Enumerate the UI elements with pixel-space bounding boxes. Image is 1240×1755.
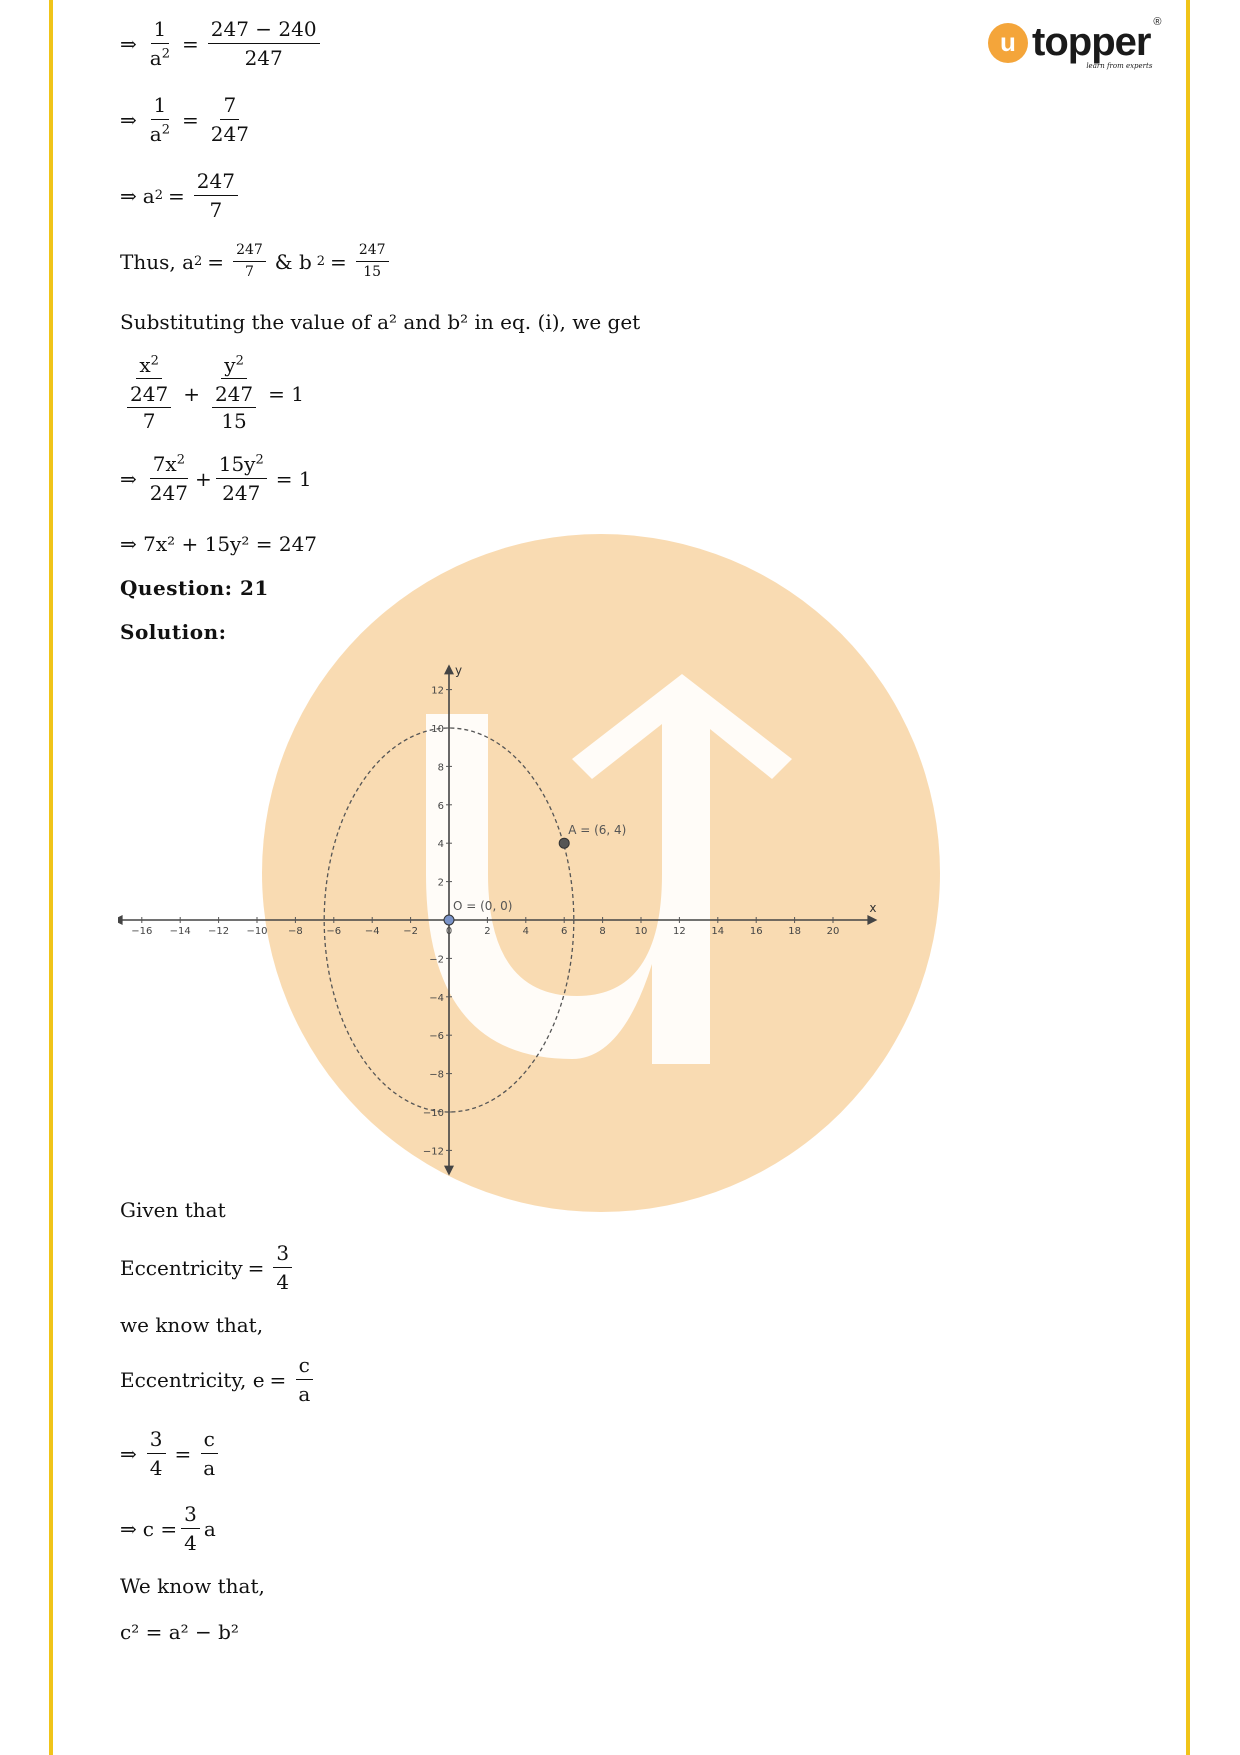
substituting-text: Substituting the value of a² and b² in eq. (i), we get (120, 310, 641, 334)
denominator: 4 (184, 1531, 197, 1555)
y-tick-label: −2 (429, 954, 444, 966)
question-label: Question: 21 (120, 576, 269, 600)
x-tick-label: 20 (826, 926, 840, 937)
implies-arrow: ⇒ (120, 1516, 137, 1541)
y-tick-label: 8 (437, 762, 444, 774)
numerator: 247 − 240 (208, 18, 320, 44)
equation-3 (120, 170, 242, 221)
numerator: 247 (194, 170, 238, 196)
implies-arrow: ⇒ (120, 183, 137, 208)
fraction (233, 243, 266, 281)
fraction (216, 453, 267, 504)
y-tick-label: 4 (437, 839, 444, 851)
fraction (147, 453, 191, 504)
we-know-that-text: we know that, (120, 1313, 264, 1337)
denominator (209, 379, 259, 436)
implies-arrow: ⇒ (120, 107, 137, 132)
equals-one: = 1 (275, 466, 312, 491)
equals-sign: = (207, 249, 225, 274)
numerator: c (296, 1354, 313, 1380)
fraction (209, 352, 259, 436)
x-tick-label: 14 (711, 926, 725, 937)
denominator (124, 379, 174, 436)
fraction (295, 1354, 313, 1405)
numerator: 7 (220, 94, 239, 120)
fraction (208, 18, 320, 69)
equation-6: ⇒ 7x² + 15y² = 247 (120, 532, 318, 556)
equation-1 (120, 18, 324, 69)
x-tick-label: −2 (403, 926, 418, 937)
given-that-text: Given that (120, 1198, 226, 1222)
equation-7 (120, 1428, 222, 1479)
equals-sign: = (247, 1255, 265, 1280)
numerator: 3 (273, 1242, 292, 1268)
y-tick-label: 2 (437, 877, 444, 889)
eccentricity-label: Eccentricity (120, 1255, 243, 1280)
eccentricity-value (120, 1242, 296, 1293)
x-tick-label: −16 (131, 926, 153, 937)
variable: a (142, 183, 155, 208)
term: 15y (218, 452, 256, 476)
eccentricity-formula (120, 1354, 317, 1405)
point-label: A = (6, 4) (568, 823, 627, 838)
numerator (221, 352, 247, 379)
numerator: 247 (233, 243, 266, 262)
and-b-text: & b (274, 249, 312, 274)
we-know-that-text-2: We know that, (120, 1574, 265, 1598)
logo-tagline: learn from experts (1086, 62, 1153, 70)
exponent: 2 (154, 188, 163, 203)
x-tick-label: 4 (522, 926, 529, 937)
x-tick-label: −12 (208, 926, 230, 937)
y-tick-label: −10 (422, 1108, 444, 1119)
y-tick-label: 6 (437, 800, 444, 812)
fraction (212, 381, 256, 434)
implies-arrow: ⇒ (120, 466, 137, 491)
fraction (200, 1428, 218, 1479)
eccentricity-e-label: Eccentricity, e (120, 1367, 265, 1392)
denominator: a (298, 1382, 311, 1406)
denominator: 15 (221, 409, 247, 433)
x-tick-label: 6 (561, 926, 568, 937)
point-label: O = (0, 0) (453, 899, 513, 913)
x-tick-label: −14 (169, 926, 191, 937)
numerator (136, 352, 162, 379)
equals-sign: = (181, 31, 199, 56)
equals-sign: = (269, 1367, 287, 1392)
numerator: 3 (147, 1428, 166, 1454)
denominator: 4 (276, 1270, 290, 1294)
logo-registered-mark: ® (1153, 16, 1161, 28)
fraction (124, 352, 174, 436)
implies-arrow: ⇒ (120, 1441, 137, 1466)
denominator: 4 (149, 1456, 163, 1480)
x-tick-label: −8 (288, 926, 303, 937)
numerator: 247 (212, 381, 256, 408)
x-tick-label: −10 (246, 926, 268, 937)
denominator: 247 (149, 481, 188, 505)
logo-brand: topper (1032, 20, 1151, 64)
fraction (147, 94, 173, 145)
denominator: $a^2$ (149, 122, 170, 146)
y-tick-label: −4 (429, 992, 444, 1004)
fraction (273, 1242, 292, 1293)
exponent: 2 (176, 452, 185, 468)
fraction (356, 243, 389, 281)
variable: x (139, 353, 151, 377)
solution-label: Solution: (120, 620, 227, 644)
denominator: 15 (363, 264, 382, 281)
denominator: 7 (209, 198, 223, 222)
denominator: $a^2$ (149, 46, 170, 70)
exponent: 2 (150, 353, 159, 369)
plus-sign: + (183, 382, 200, 406)
equals-sign: = (181, 107, 199, 132)
logo-icon: u (988, 23, 1028, 63)
y-tick-label: 12 (431, 685, 444, 697)
x-tick-label: 16 (749, 926, 763, 937)
equals-sign: = (330, 249, 347, 274)
numerator: 1 (151, 94, 170, 120)
thus-text: Thus, a (120, 249, 195, 274)
x-tick-label: −6 (326, 926, 342, 937)
logo-wordmark (1032, 16, 1161, 70)
y-axis-label: y (455, 663, 463, 678)
fraction (127, 381, 171, 434)
fraction (147, 1428, 166, 1479)
x-tick-label: 0 (445, 926, 453, 937)
numerator: c (201, 1428, 218, 1454)
x-axis-label: x (869, 901, 877, 915)
y-tick-label: −8 (429, 1069, 444, 1081)
numerator (216, 453, 267, 479)
denominator: 247 (210, 122, 249, 146)
denominator: 247 (244, 46, 283, 70)
exponent: 2 (235, 353, 244, 369)
denominator: 7 (244, 264, 254, 281)
equation-2 (120, 94, 256, 145)
equals-one: = 1 (268, 382, 304, 406)
x-tick-label: 2 (484, 926, 491, 937)
topper-logo (988, 16, 1161, 70)
x-tick-label: 10 (634, 926, 648, 937)
final-equation: c² = a² − b² (120, 1620, 239, 1644)
variable: y (224, 353, 236, 377)
numerator: 1 (151, 18, 170, 44)
denominator: 7 (142, 409, 156, 433)
x-tick-label: 12 (673, 926, 686, 937)
implies-arrow: ⇒ (120, 31, 137, 56)
equals-sign: = (167, 183, 185, 208)
fraction (194, 170, 238, 221)
denominator: a (203, 1456, 216, 1480)
equation-8 (120, 1503, 216, 1554)
term: 7x (152, 452, 177, 476)
c-equals: c = (142, 1516, 178, 1541)
numerator: 247 (127, 381, 171, 408)
numerator (150, 453, 188, 479)
numerator: 3 (181, 1503, 200, 1529)
x-tick-label: −4 (364, 926, 380, 937)
fraction (208, 94, 252, 145)
fraction (181, 1503, 200, 1554)
x-tick-label: 18 (788, 926, 801, 937)
plus-sign: + (194, 466, 212, 491)
variable-a: a (203, 1516, 216, 1541)
exponent: 2 (194, 254, 203, 270)
numerator: 247 (356, 243, 389, 262)
thus-line (120, 243, 393, 281)
exponent: 2 (316, 254, 326, 270)
fraction (147, 18, 173, 69)
equation-4 (120, 352, 309, 436)
y-tick-label: −6 (429, 1031, 444, 1043)
equation-5 (120, 453, 317, 504)
y-tick-label: −12 (422, 1146, 444, 1158)
denominator: 247 (222, 481, 261, 505)
x-tick-label: 8 (599, 926, 606, 937)
exponent: 2 (255, 452, 264, 468)
y-tick-label: 10 (431, 724, 444, 735)
equals-sign: = (174, 1441, 192, 1466)
